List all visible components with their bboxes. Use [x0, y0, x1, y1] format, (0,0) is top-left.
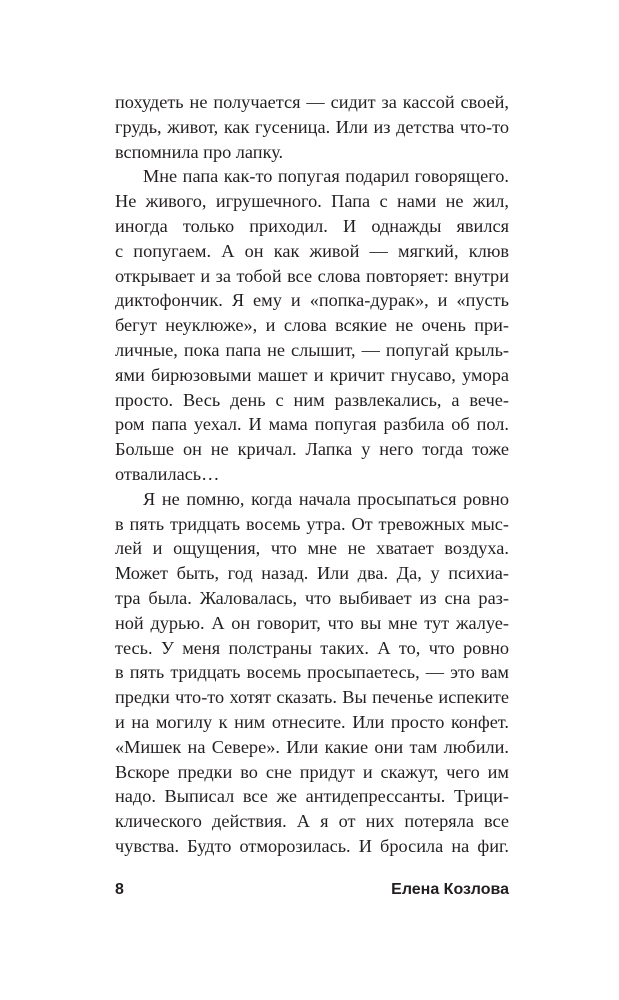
text-line: ной дурью. А он говорит, что вы мне тут жалуе- — [115, 612, 509, 633]
text-line: Может быть, год назад. Или два. Да, у психиа- — [115, 563, 509, 584]
text-line: вспомнила про лапку. — [115, 141, 284, 162]
text-line: в пять тридцать восемь утра. От тревожных мыс- — [115, 513, 509, 534]
text-line: в пять тридцать восемь просыпаетесь, — это вам — [115, 662, 509, 683]
text-line: предки что-то хотят сказать. Вы печенье испеките — [115, 687, 509, 708]
text-line: отвалилась… — [115, 463, 220, 484]
text-line: Мне папа как-то попугая подарил говорящего. — [143, 166, 509, 187]
text-line: ями бирюзовыми машет и кричит гнусаво, умора — [115, 364, 509, 385]
running-footer-author: Елена Козлова — [391, 881, 509, 898]
body-text — [115, 90, 509, 859]
text-line: просто. Весь день с ним развлекались, а вече- — [115, 389, 509, 410]
text-line: с попугаем. А он как живой — мягкий, клюв — [115, 240, 509, 261]
text-line: чувства. Будто отморозилась. И бросила на фиг. — [115, 835, 509, 856]
text-line: Не живого, игрушечного. Папа с нами не жил, — [115, 191, 509, 212]
text-line: диктофончик. Я ему и «попка-дурак», и «пусть — [115, 290, 509, 311]
text-line: Вскоре предки во сне придут и скажут, чего им — [115, 761, 509, 782]
text-line: тесь. У меня полстраны таких. А то, что ровно — [115, 637, 509, 658]
text-line: надо. Выписал все же антидепрессанты. Трици- — [115, 786, 509, 807]
text-line: похудеть не получается — сидит за кассой своей, — [115, 92, 509, 112]
text-line: ром папа уехал. И мама попугая разбила об пол. — [115, 414, 509, 435]
text-line: личные, пока папа не слышит, — попугай крыль- — [115, 339, 509, 360]
text-line: грудь, живот, как гусеница. Или из детства что-то — [115, 116, 509, 137]
text-line: иногда только приходил. И однажды явился — [115, 215, 509, 236]
text-line: клического действия. А я от них потеряла все — [115, 811, 509, 832]
text-line: и на могилу к ним отнесите. Или просто конфет. — [115, 711, 509, 732]
text-line: открывает и за тобой все слова повторяет: внутри — [115, 265, 509, 286]
text-line: «Мишек на Севере». Или какие они там любили. — [115, 736, 509, 757]
text-line: Я не помню, когда начала просыпаться ровно — [143, 488, 509, 509]
text-line: лей и ощущения, что мне не хватает воздуха. — [115, 538, 509, 559]
page-number: 8 — [115, 881, 124, 898]
text-line: Больше он не кричал. Лапка у него тогда тоже — [115, 439, 509, 460]
text-line: тра была. Жаловалась, что выбивает из сна раз- — [115, 587, 509, 608]
text-line: бегут неуклюже», и слова всякие не очень при- — [115, 315, 509, 336]
